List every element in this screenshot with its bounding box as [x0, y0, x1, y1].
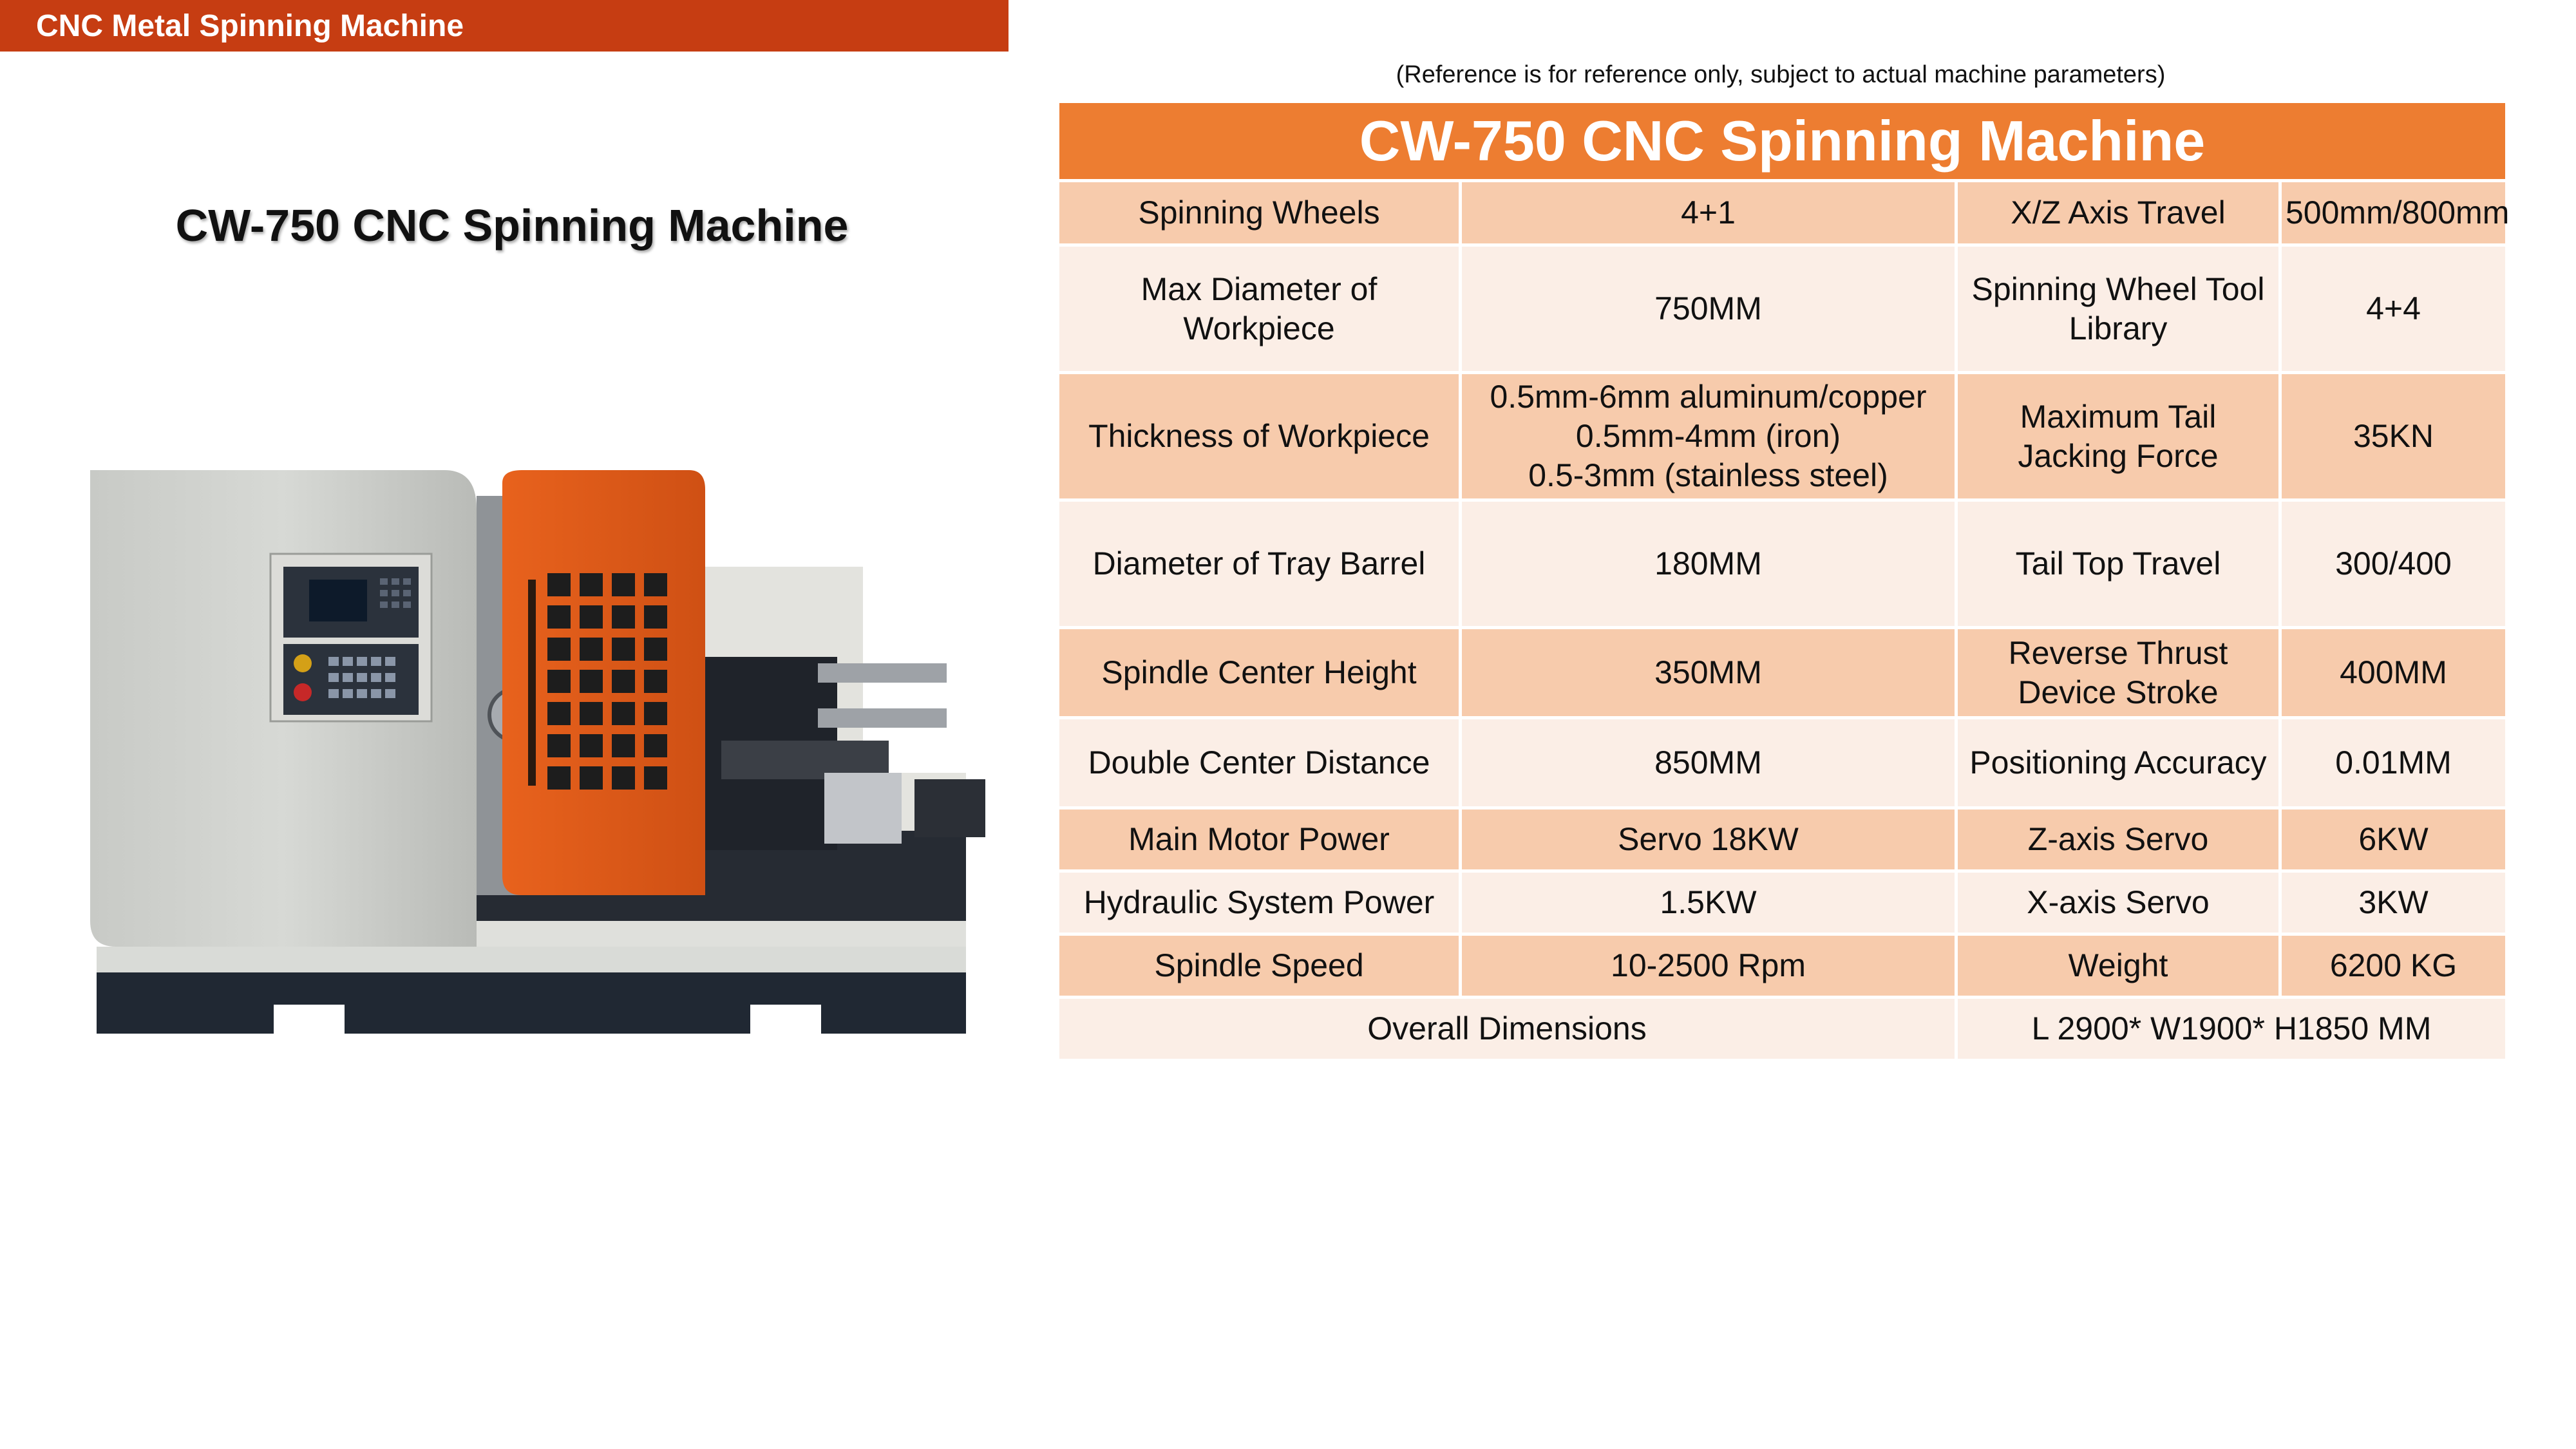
spec-value: 6200 KG — [2280, 934, 2507, 998]
spec-value-line: 0.5-3mm (stainless steel) — [1528, 457, 1888, 493]
spec-label: Spindle Center Height — [1058, 628, 1461, 718]
spec-value: 350MM — [1461, 628, 1956, 718]
spec-value: 300/400 — [2280, 500, 2507, 628]
section-header-title: CNC Metal Spinning Machine — [36, 8, 464, 43]
spec-label: Double Center Distance — [1058, 718, 1461, 808]
spec-label: X-axis Servo — [1956, 871, 2280, 934]
table-row — [1058, 373, 2507, 500]
spec-label: Hydraulic System Power — [1058, 871, 1461, 934]
spec-label: Spinning Wheel Tool Library — [1956, 245, 2280, 373]
spec-label: Spindle Speed — [1058, 934, 1461, 998]
table-row — [1058, 998, 2507, 1061]
spec-value: 3KW — [2280, 871, 2507, 934]
spec-value: 500mm/800mm — [2280, 181, 2507, 245]
spec-value: 850MM — [1461, 718, 1956, 808]
spec-value: L 2900* W1900* H1850 MM — [1956, 998, 2507, 1061]
spec-label: Main Motor Power — [1058, 808, 1461, 871]
spec-value: 4+1 — [1461, 181, 1956, 245]
spec-label: Thickness of Workpiece — [1058, 373, 1461, 500]
spec-value: 6KW — [2280, 808, 2507, 871]
machine-image — [77, 470, 992, 1050]
table-row — [1058, 808, 2507, 871]
spec-value: 180MM — [1461, 500, 1956, 628]
spec-value: 10-2500 Rpm — [1461, 934, 1956, 998]
spec-table-title: CW-750 CNC Spinning Machine — [1058, 102, 2507, 181]
table-row — [1058, 500, 2507, 628]
spec-label: Weight — [1956, 934, 2280, 998]
spec-value: 400MM — [2280, 628, 2507, 718]
spec-label: Diameter of Tray Barrel — [1058, 500, 1461, 628]
spec-label: Maximum Tail Jacking Force — [1956, 373, 2280, 500]
spec-label: X/Z Axis Travel — [1956, 181, 2280, 245]
spec-value-line: 0.5mm-6mm aluminum/copper — [1490, 379, 1927, 415]
spec-value-multiline — [1461, 373, 1956, 500]
spec-value: 0.01MM — [2280, 718, 2507, 808]
table-row — [1058, 245, 2507, 373]
spec-table — [1056, 100, 2508, 1062]
spec-value: 750MM — [1461, 245, 1956, 373]
product-title: CW-750 CNC Spinning Machine — [175, 200, 849, 251]
spec-label: Spinning Wheels — [1058, 181, 1461, 245]
spec-value: 1.5KW — [1461, 871, 1956, 934]
spec-label: Overall Dimensions — [1058, 998, 1956, 1061]
table-row — [1058, 871, 2507, 934]
table-row — [1058, 718, 2507, 808]
spec-label: Reverse Thrust Device Stroke — [1956, 628, 2280, 718]
spec-label: Z-axis Servo — [1956, 808, 2280, 871]
section-header — [0, 0, 1009, 52]
spec-value: 4+4 — [2280, 245, 2507, 373]
spec-label: Max Diameter of Workpiece — [1058, 245, 1461, 373]
spec-label: Tail Top Travel — [1956, 500, 2280, 628]
table-row — [1058, 934, 2507, 998]
table-row — [1058, 628, 2507, 718]
spec-label: Positioning Accuracy — [1956, 718, 2280, 808]
spec-value-line: 0.5mm-4mm (iron) — [1575, 418, 1841, 454]
spec-value: Servo 18KW — [1461, 808, 1956, 871]
spec-value: 35KN — [2280, 373, 2507, 500]
table-row — [1058, 181, 2507, 245]
reference-note: (Reference is for reference only, subject to actual machine parameters) — [1396, 61, 2166, 88]
